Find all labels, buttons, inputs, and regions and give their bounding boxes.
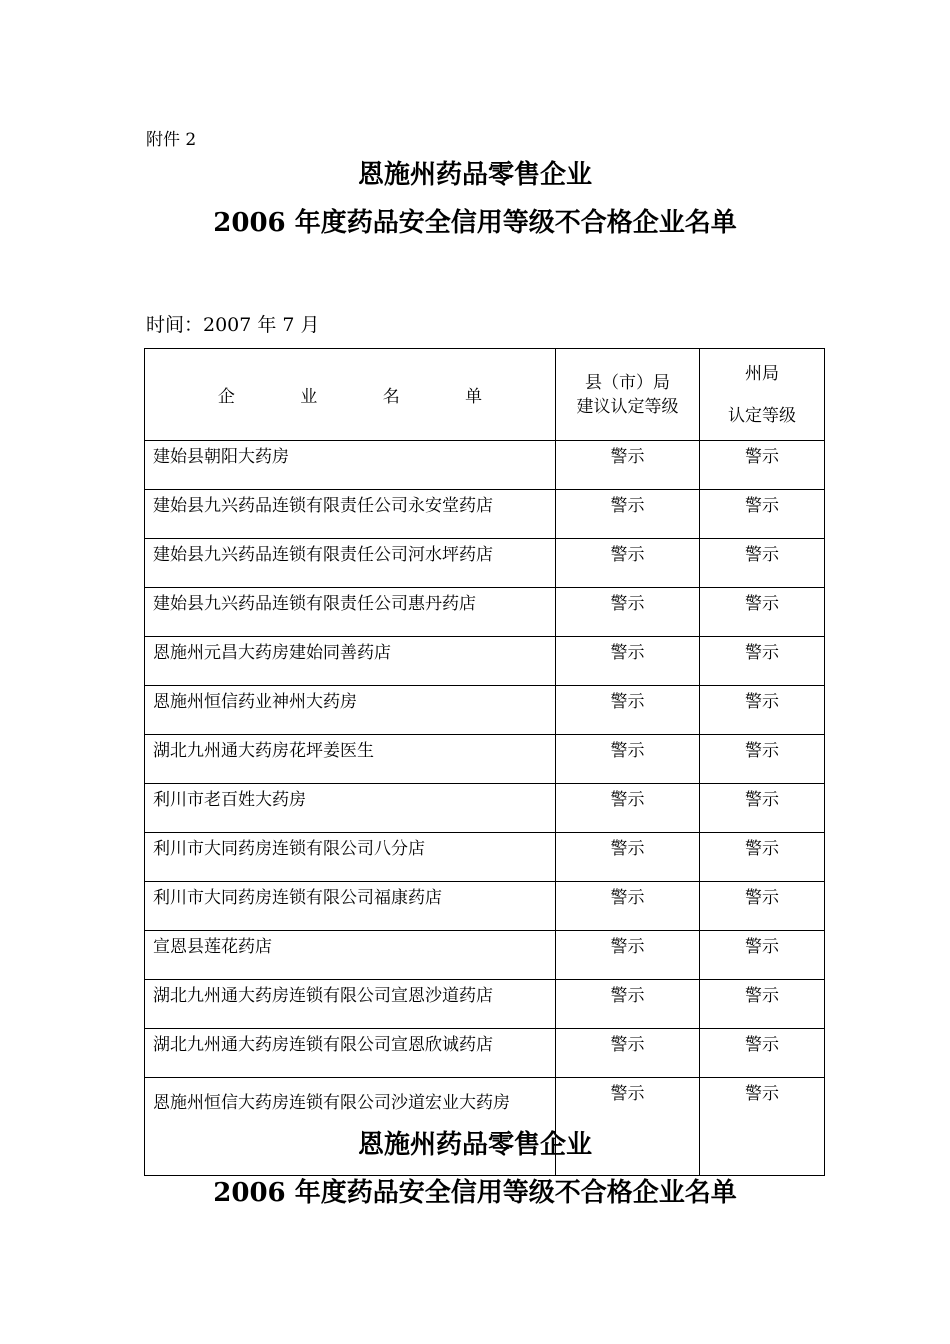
enterprise-name-cell: 湖北九州通大药房连锁有限公司宣恩沙道药店 [145, 980, 556, 1029]
header-state-level [700, 349, 825, 441]
county-level-cell: 警示 [556, 784, 700, 833]
state-level-cell: 警示 [700, 882, 825, 931]
date-line: 时间：2007 年 7 月 [146, 314, 320, 336]
attachment-label: 附件 2 [146, 130, 197, 150]
enterprise-name-cell: 利川市大同药房连锁有限公司八分店 [145, 833, 556, 882]
enterprise-name-cell: 建始县朝阳大药房 [145, 441, 556, 490]
county-level-cell: 警示 [556, 833, 700, 882]
table-header-row [145, 349, 825, 441]
repeat-title-line2: 2006 年度药品安全信用等级不合格企业名单 [213, 1178, 737, 1208]
header-name-text: 企 业 名 单 [217, 387, 513, 407]
table-row [145, 980, 825, 1029]
table-row [145, 882, 825, 931]
header-state-line1: 州局 [745, 363, 779, 384]
county-level-cell: 警示 [556, 931, 700, 980]
table-row [145, 539, 825, 588]
table-row [145, 735, 825, 784]
header-state-line2: 认定等级 [728, 405, 796, 426]
county-level-cell: 警示 [556, 441, 700, 490]
enterprise-name-cell: 建始县九兴药品连锁有限责任公司河水坪药店 [145, 539, 556, 588]
state-level-cell: 警示 [700, 588, 825, 637]
enterprise-name-cell: 湖北九州通大药房花坪姜医生 [145, 735, 556, 784]
state-level-cell: 警示 [700, 637, 825, 686]
enterprise-name-cell: 建始县九兴药品连锁有限责任公司惠丹药店 [145, 588, 556, 637]
county-level-cell: 警示 [556, 882, 700, 931]
enterprise-name-cell: 恩施州恒信大药房连锁有限公司沙道宏业大药房 [145, 1078, 556, 1176]
state-level-cell: 警示 [700, 1029, 825, 1078]
state-level-cell: 警示 [700, 735, 825, 784]
state-level-cell: 警示 [700, 980, 825, 1029]
county-level-cell: 警示 [556, 1029, 700, 1078]
table-row [145, 637, 825, 686]
header-county-line1: 县（市）局 [585, 372, 670, 393]
header-enterprise-name [145, 349, 556, 441]
table-row [145, 490, 825, 539]
enterprise-name-cell: 利川市老百姓大药房 [145, 784, 556, 833]
enterprise-table [144, 348, 825, 1176]
county-level-cell: 警示 [556, 490, 700, 539]
enterprise-name-cell: 恩施州元昌大药房建始同善药店 [145, 637, 556, 686]
header-county-line2: 建议认定等级 [576, 396, 679, 417]
enterprise-name-cell: 宣恩县莲花药店 [145, 931, 556, 980]
enterprise-name-cell: 利川市大同药房连锁有限公司福康药店 [145, 882, 556, 931]
state-level-cell: 警示 [700, 539, 825, 588]
county-level-cell: 警示 [556, 686, 700, 735]
county-level-cell: 警示 [556, 735, 700, 784]
state-level-cell: 警示 [700, 686, 825, 735]
county-level-cell: 警示 [556, 980, 700, 1029]
document-title-line1: 恩施州药品零售企业 [357, 160, 592, 190]
county-level-cell: 警示 [556, 539, 700, 588]
county-level-cell: 警示 [556, 588, 700, 637]
enterprise-name-cell: 恩施州恒信药业神州大药房 [145, 686, 556, 735]
county-level-cell: 警示 [556, 1078, 700, 1176]
table-row [145, 931, 825, 980]
county-level-cell: 警示 [556, 637, 700, 686]
table-row [145, 588, 825, 637]
state-level-cell: 警示 [700, 441, 825, 490]
state-level-cell: 警示 [700, 931, 825, 980]
table-row [145, 784, 825, 833]
enterprise-name-cell: 建始县九兴药品连锁有限责任公司永安堂药店 [145, 490, 556, 539]
state-level-cell: 警示 [700, 1078, 825, 1176]
table-row [145, 833, 825, 882]
repeat-title-line1: 恩施州药品零售企业 [357, 1130, 592, 1160]
enterprise-name-cell: 湖北九州通大药房连锁有限公司宣恩欣诚药店 [145, 1029, 556, 1078]
table-row [145, 441, 825, 490]
header-county-level [556, 349, 700, 441]
state-level-cell: 警示 [700, 784, 825, 833]
state-level-cell: 警示 [700, 490, 825, 539]
table-row [145, 686, 825, 735]
document-title-line2: 2006 年度药品安全信用等级不合格企业名单 [213, 208, 737, 238]
table-row [145, 1029, 825, 1078]
state-level-cell: 警示 [700, 833, 825, 882]
